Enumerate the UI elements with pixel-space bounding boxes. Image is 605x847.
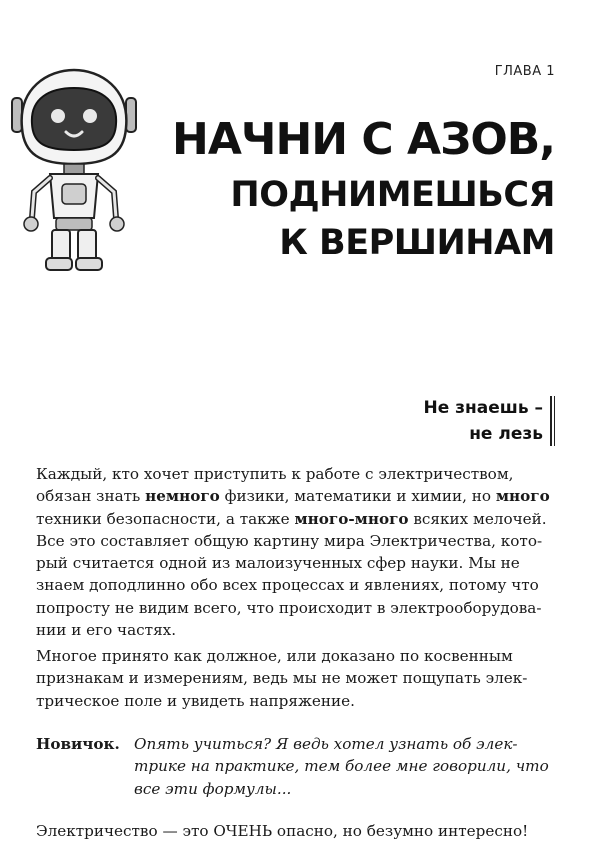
dialog-novice: [36, 733, 556, 800]
dialog-quote: [134, 733, 556, 800]
text: обязан знать: [36, 487, 146, 506]
paragraph-3-line-1: Электричество — это ОЧЕНЬ опасно, но безумно интересно!: [36, 822, 529, 840]
chapter-title: [125, 110, 555, 266]
section-heading-line-2: не лезь: [469, 424, 543, 444]
paragraph-1-line-7: попросту не видим всего, что происходит в электрооборудова-: [36, 598, 542, 617]
text: всяких мелочей.: [408, 509, 547, 528]
chapter-label: ГЛАВА 1: [494, 64, 555, 79]
paragraph-1-line-6: знаем доподлинно обо всех процессах и явлениях, потому что: [36, 576, 539, 595]
section-heading-bar: [550, 396, 555, 446]
paragraph-1-line-3: [36, 508, 556, 530]
robot-illustration: [8, 68, 140, 273]
bold-text: много: [495, 487, 550, 506]
paragraph-1-line-2: [36, 485, 556, 507]
text: техники безопасности, а также: [36, 509, 295, 528]
paragraph-3: [36, 820, 556, 842]
dialog-speaker: Новичок.: [36, 735, 120, 753]
title-line-3: К ВЕРШИНАМ: [279, 223, 555, 263]
paragraph-2: [36, 645, 556, 712]
title-line-1: НАЧНИ С АЗОВ,: [172, 114, 555, 165]
paragraph-1-line-4: Все это составляет общую картину мира Электричества, кото-: [36, 531, 543, 550]
section-heading-line-1: Не знаешь –: [423, 398, 543, 418]
text: физики, математики и химии, но: [219, 487, 496, 506]
bold-text: много-много: [294, 509, 409, 528]
paragraph-2-line-2: признакам и измерениям, ведь мы не может пощупать элек-: [36, 669, 528, 688]
dialog-line-2: трике на практике, тем более мне говорили, что: [134, 757, 549, 776]
section-heading: [423, 395, 543, 447]
paragraph-1-line-5: рый считается одной из малоизученных сфер науки. Мы не: [36, 554, 520, 573]
dialog-line-3: все эти формулы...: [134, 779, 292, 798]
dialog-line-1: Опять учиться? Я ведь хотел узнать об элек-: [134, 735, 518, 753]
title-line-2: ПОДНИМЕШЬСЯ: [230, 175, 555, 215]
text: Каждый, кто хочет приступить к работе с электричеством,: [36, 465, 514, 483]
paragraph-2-line-3: трическое поле и увидеть напряжение.: [36, 691, 355, 710]
paragraph-1-line-8: нии и его частях.: [36, 621, 177, 640]
paragraph-1: [36, 463, 556, 641]
paragraph-1-line-1: [36, 463, 556, 485]
bold-text: немного: [145, 487, 220, 506]
paragraph-2-line-1: Многое принято как должное, или доказано по косвенным: [36, 647, 513, 665]
